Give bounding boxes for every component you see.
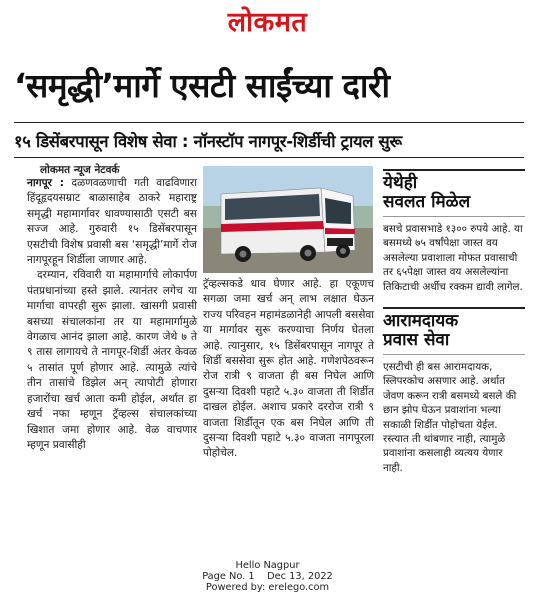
footer-page-info: Page No. 1 Dec 13, 2022 — [202, 571, 333, 582]
article-column-1 — [27, 176, 197, 453]
sidebar-text: एसटीची ही बस आरामदायक, स्लिपरकोच असणार आहे. अर्थात जेवण करून रात्री बसमध्ये बसले की छान झोप घेऊन प्रवाशांना भल्या सकाळी शिर्डीत पोहोचता येईल. रस्त्यात ती थांबणार नाही, त्यामुळे प्रवाशांना कसलाही व्यत्यय येणार नाही. — [383, 361, 517, 474]
sidebar — [383, 166, 525, 475]
sidebar-title: येथेही — [383, 173, 418, 193]
masthead — [0, 6, 535, 40]
article-subheadline: १५ डिसेंबरपासून विशेष सेवा : नॉनस्टॉप नागपूर-शिर्डीची ट्रायल सुरू — [14, 132, 402, 151]
byline: लोकमत न्यूज नेटवर्क — [40, 164, 120, 176]
bus-photo — [203, 166, 373, 273]
sidebar-box-concession — [383, 169, 525, 217]
paragraph: दळणवळणाची गती वाढविणारा हिंदूहृदयसम्राट बाळासाहेब ठाकरे महाराष्ट्र समृद्धी महामार्गावर धावण्यासाठी एसटी बस सज्ज आहे. गुरुवारी १५ डिसेंबरपासून एसटीची विशेष प्रवासी बस ‘समृद्धी’मार्गे रोज नागपूरहून शिर्डीला जाणार आहे. — [27, 177, 197, 267]
divider — [14, 122, 524, 123]
footer-powered-by: Powered by: erelego.com — [205, 582, 330, 593]
paragraph: दरम्यान, रविवारी या महामार्गाचे लोकार्पण पंतप्रधानांच्या हस्ते झाले. त्यानंतर लगेच या मार्गाचा वापरही सुरू झाला. खासगी प्रवासी बसच्या संचालकांना तर या महामार्गामुळे वेगळाच आनंद झाला आहे. कारण जेथे ७ ते ९ तास लागायचे ते नागपूर-शिर्डी अंतर केवळ ५ तासांत पूर्ण होणार आहे. त्यामुळे त्यांचे तीन तासांचे डिझेल अन् त्यापोटी होणारा हजारोंचा खर्च आता कमी होईल, अर्थात हा खर्च नफा म्हणून ट्रॅव्हल्स संचालकांच्या खिशात जमा होणार आहे. वेळ वाचणार म्हणून प्रवासीही — [27, 269, 197, 451]
article-column-2: ट्रॅव्हल्सकडे धाव घेणार आहे. हा एकूणच सगळा जमा खर्च अन् लाभ लक्षात घेऊन राज्य परिवहन महामंडळानेही आपली बससेवा या मार्गावर सुरू करण्याचा निर्णय घेतला आहे. त्यानुसार, १५ डिसेंबरपासून नागपूर ते शिर्डी बससेवा सुरू होत आहे. गणेशपेठवरून रोज रात्री ९ वाजता ही बस निघेल आणि दुसऱ्या दिवशी पहाटे ५.३० वाजता ती शिर्डीत दाखल होईल. अशाच प्रकारे दररोज रात्री ९ वाजता शिर्डीतून एक बस निघेल आणि ती दुसऱ्या दिवशी पहाटे ५.३० वाजता नागपूरला पोहोचेल. — [203, 278, 374, 460]
sidebar-title: आरामदायक — [383, 311, 459, 332]
dateline: नागपूर : — [27, 177, 64, 189]
sidebar-title: प्रवास सेवा — [383, 330, 450, 351]
divider — [14, 157, 524, 158]
article-headline: ‘समृद्धी’मार्गे एसटी साईंच्या दारी — [14, 66, 390, 105]
sidebar-box-comfort — [383, 307, 525, 355]
newspaper-logo: लोकमत — [227, 7, 308, 38]
page-footer — [0, 560, 535, 593]
sidebar-title: सवलत मिळेल — [383, 192, 471, 212]
sidebar-text: बसचे प्रवासभाडे १३०० रुपये आहे. या बसमध्ये ७५ वर्षांपेक्षा जास्त वय असलेल्या प्रवाशाला मोफत प्रवासाची तर ६५पेक्षा जास्त वय असलेल्यांना तिकिटाची अर्धीच रक्कम द्यावी लागेल. — [383, 223, 523, 293]
footer-source: Hello Nagpur — [235, 560, 300, 571]
